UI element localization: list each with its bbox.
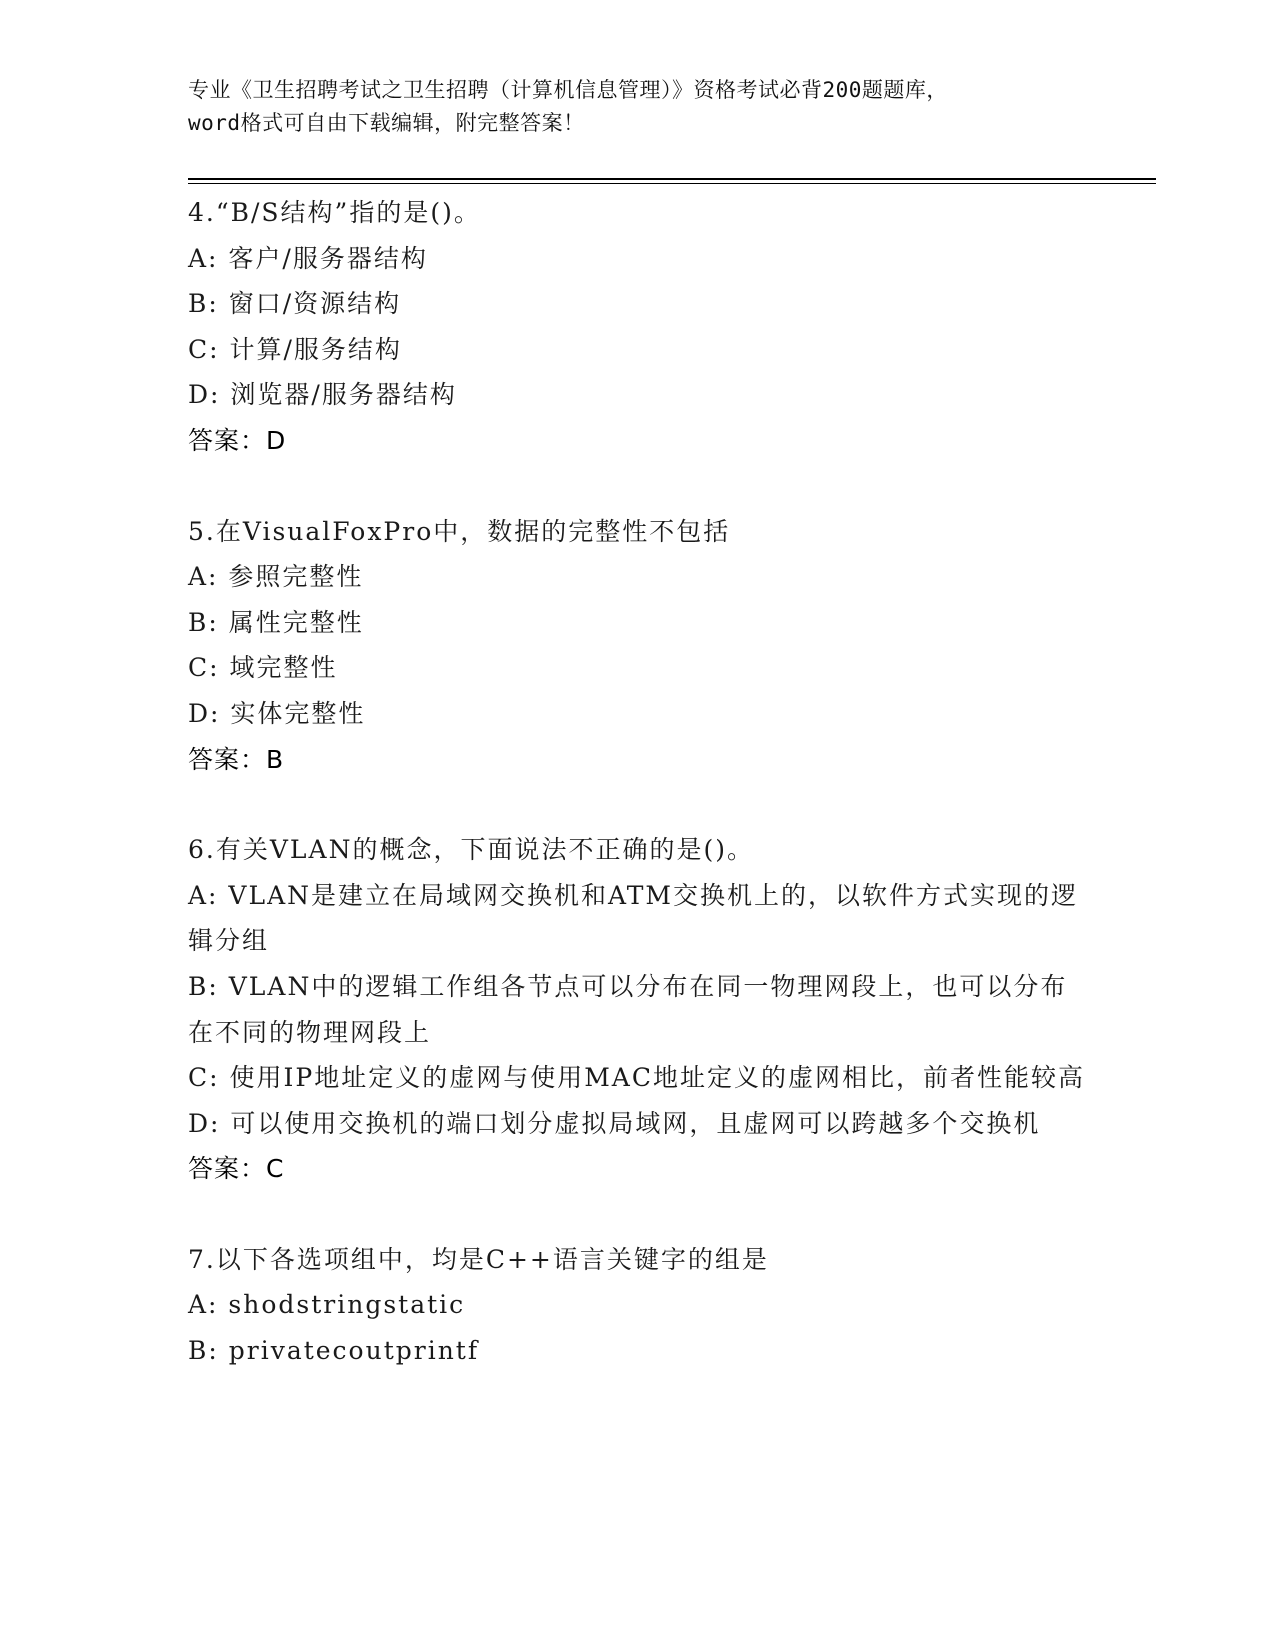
option-b: B: privatecoutprintf (188, 1336, 480, 1366)
answer-text: 答案：D (188, 425, 287, 455)
option-d: D: 浏览器/服务器结构 (188, 380, 457, 410)
question-text: 6.有关VLAN的概念，下面说法不正确的是()。 (188, 835, 754, 865)
option-b: B: VLAN中的逻辑工作组各节点可以分布在同一物理网段上，也可以分布在不同的物理网段上 (188, 971, 1068, 1047)
option-b: B: 窗口/资源结构 (188, 289, 402, 319)
answer-text: 答案：C (188, 1154, 285, 1184)
header-divider-thin (188, 183, 1156, 184)
option-c: C: 域完整性 (188, 653, 338, 683)
option-d: D: 实体完整性 (188, 698, 366, 728)
question-item (188, 190, 1088, 464)
question-text: 4.“B/S结构”指的是()。 (188, 198, 481, 227)
option-c: C: 计算/服务结构 (188, 334, 402, 364)
option-a: A: VLAN是建立在局域网交换机和ATM交换机上的，以软件方式实现的逻辑分组 (188, 880, 1078, 956)
question-item (188, 509, 1088, 783)
option-b: B: 属性完整性 (188, 607, 364, 637)
answer-text: 答案：B (188, 744, 285, 774)
question-list (188, 190, 1088, 1419)
question-item (188, 827, 1088, 1192)
header-title-line-2: word格式可自由下载编辑，附完整答案！ (188, 111, 585, 135)
option-c: C: 使用IP地址定义的虚网与使用MAC地址定义的虚网相比，前者性能较高 (188, 1063, 1085, 1093)
option-a: A: 客户/服务器结构 (188, 243, 428, 273)
question-text: 7.以下各选项组中，均是C++语言关键字的组是 (188, 1244, 769, 1274)
option-a: A: shodstringstatic (188, 1290, 466, 1320)
header-title-line-1: 专业《卫生招聘考试之卫生招聘（计算机信息管理）》资格考试必背200题题库， (188, 78, 948, 102)
option-d: D: 可以使用交换机的端口划分虚拟局域网，且虚网可以跨越多个交换机 (188, 1108, 1041, 1138)
question-text: 5.在VisualFoxPro中，数据的完整性不包括 (188, 516, 731, 546)
document-header (188, 74, 1088, 140)
header-divider-thick (188, 178, 1156, 180)
option-a: A: 参照完整性 (188, 562, 364, 592)
question-item (188, 1237, 1088, 1374)
